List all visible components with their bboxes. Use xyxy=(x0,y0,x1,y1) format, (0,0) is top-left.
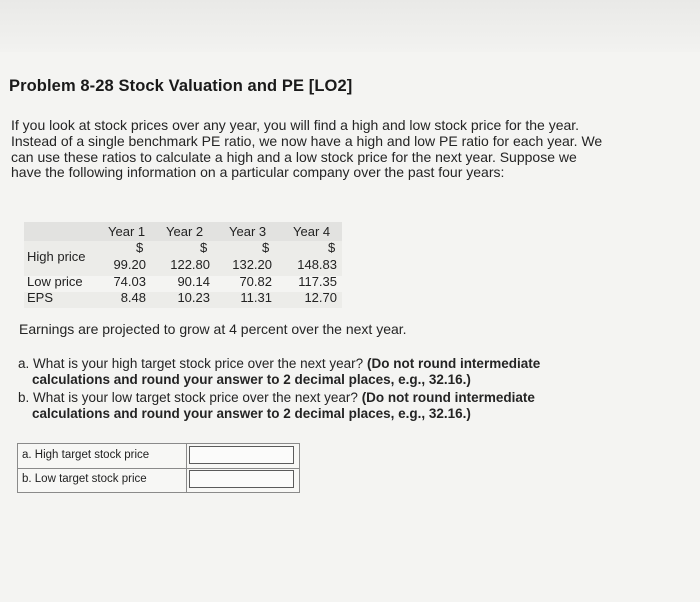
currency-symbol: $ xyxy=(136,240,144,255)
low-price-year-2: 90.14 xyxy=(177,274,210,289)
col-header-year-3: Year 3 xyxy=(229,224,267,239)
low-price-year-4: 117.35 xyxy=(298,274,337,289)
high-target-input[interactable] xyxy=(189,446,294,464)
problem-title: Problem 8-28 Stock Valuation and PE [LO2] xyxy=(9,77,353,95)
high-target-label: a. High target stock price xyxy=(22,449,150,461)
currency-symbol: $ xyxy=(262,240,270,255)
low-target-input[interactable] xyxy=(189,470,294,488)
question-text: What is your high target stock price over the next year? xyxy=(33,356,364,371)
high-price-year-3: 132.20 xyxy=(232,257,272,272)
stock-data-table xyxy=(24,222,342,308)
high-price-year-4: 148.83 xyxy=(297,257,337,272)
currency-symbol: $ xyxy=(200,240,208,255)
question-instruction-cont: calculations and round your answer to 2 decimal places, e.g., 32.16.) xyxy=(32,371,471,387)
col-header-year-1: Year 1 xyxy=(108,224,146,239)
question-prefix: a. xyxy=(18,356,30,371)
col-header-year-2: Year 2 xyxy=(166,224,204,239)
question-instruction: (Do not round intermediate xyxy=(366,356,541,371)
question-b xyxy=(18,390,618,421)
problem-intro: If you look at stock prices over any year, you will find a high and low stock price for the year. Instead of a single benchmark PE ratio, we now have a high and low PE ratio for each year. We can use these ratios to calculate a high and a low stock price for the next year. Suppose we have the following information on a particular company over the past four years: xyxy=(11,117,603,181)
eps-year-2: 10.23 xyxy=(177,290,210,305)
row-label-eps: EPS xyxy=(27,290,54,305)
high-price-year-1: 99.20 xyxy=(113,257,146,272)
answer-row-high xyxy=(18,444,299,468)
question-prefix: b. xyxy=(18,390,30,405)
projection-text: Earnings are projected to grow at 4 percent over the next year. xyxy=(19,321,407,337)
currency-symbol: $ xyxy=(328,240,336,255)
question-a xyxy=(18,356,618,387)
answer-row-low xyxy=(18,468,299,492)
low-price-year-3: 70.82 xyxy=(239,274,272,289)
question-instruction-cont: calculations and round your answer to 2 decimal places, e.g., 32.16.) xyxy=(32,405,471,421)
eps-year-1: 8.48 xyxy=(120,290,146,305)
question-text: What is your low target stock price over the next year? xyxy=(33,390,358,405)
row-label-low-price: Low price xyxy=(27,274,83,289)
col-header-year-4: Year 4 xyxy=(293,224,331,239)
eps-year-4: 12.70 xyxy=(304,290,337,305)
low-target-label: b. Low target stock price xyxy=(22,473,147,485)
eps-year-3: 11.31 xyxy=(240,290,272,305)
high-price-year-2: 122.80 xyxy=(170,257,210,272)
top-shadow-band xyxy=(0,0,700,52)
answer-panel xyxy=(17,443,300,493)
low-price-year-1: 74.03 xyxy=(113,274,146,289)
question-instruction: (Do not round intermediate xyxy=(361,390,535,405)
row-label-high-price: High price xyxy=(27,249,86,264)
